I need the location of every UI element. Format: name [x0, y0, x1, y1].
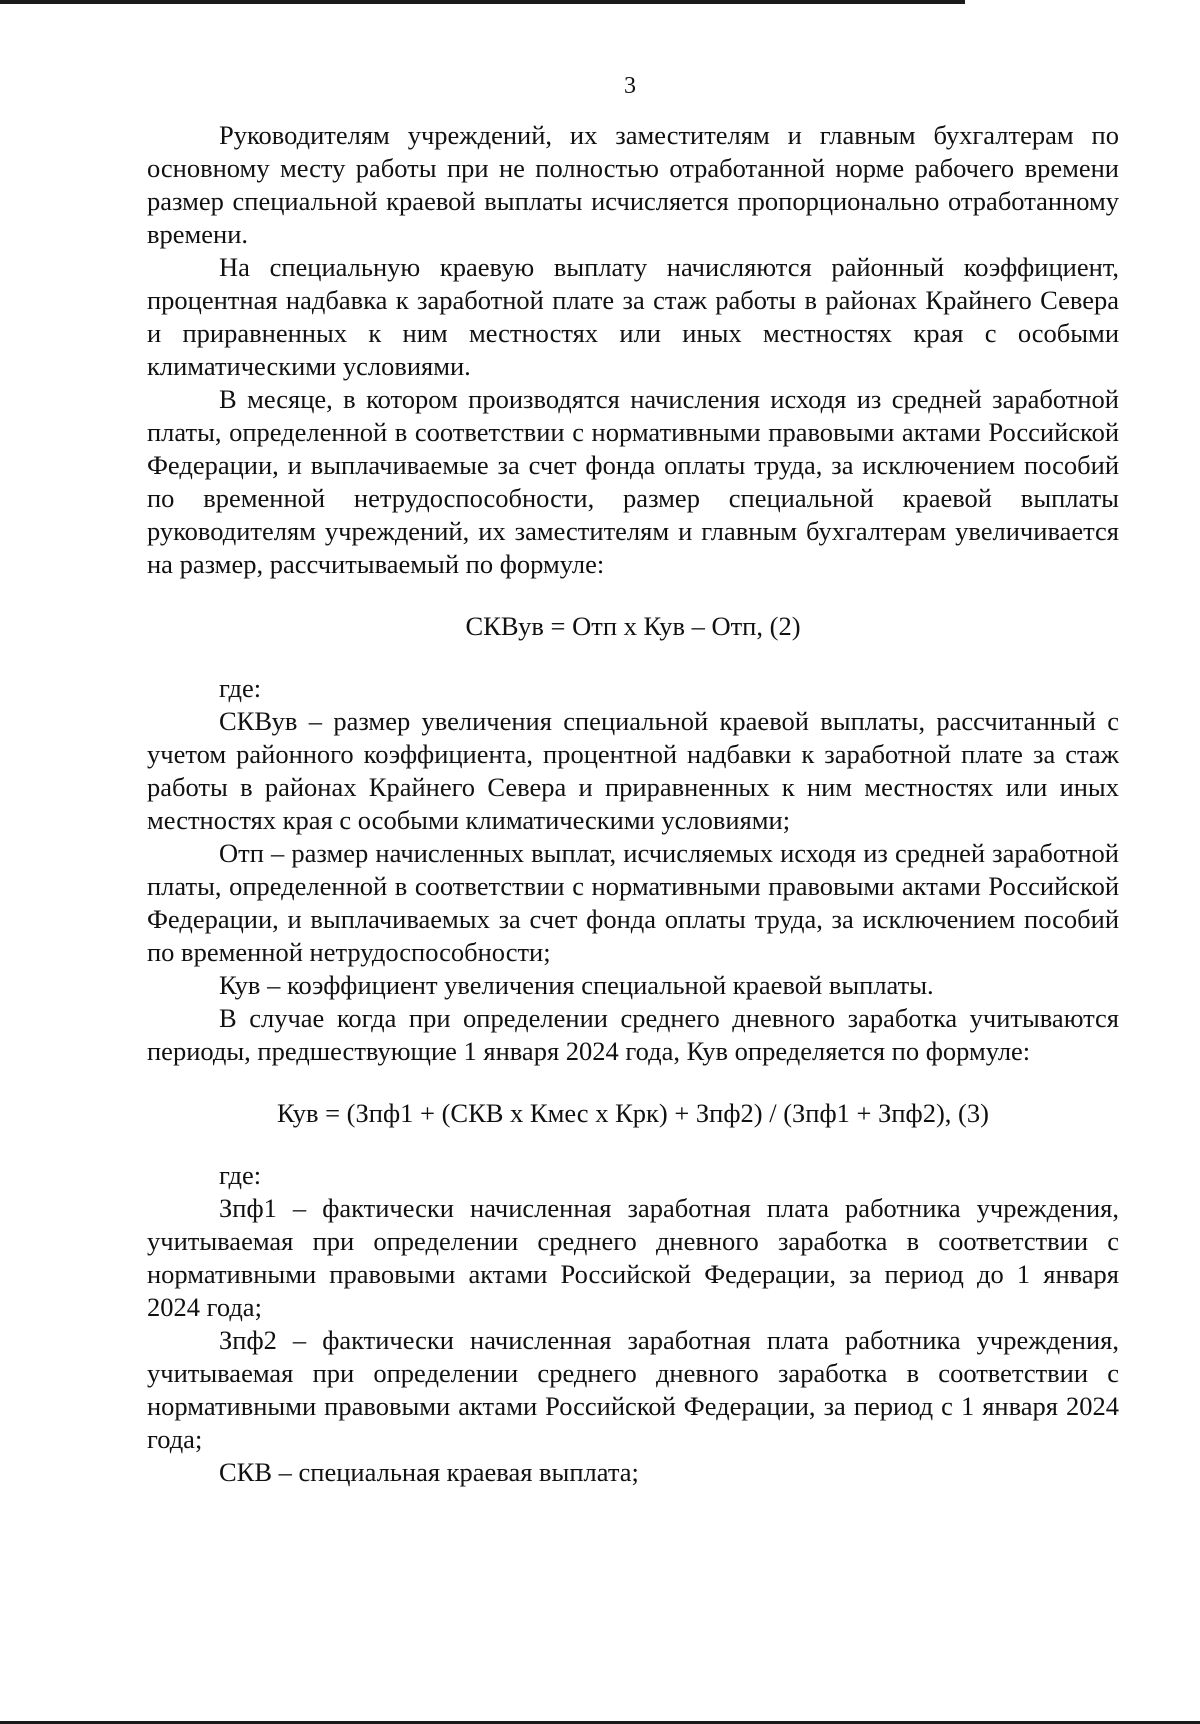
where-label-formula-2: где:: [219, 673, 262, 703]
where-label-formula-3: где:: [219, 1160, 262, 1190]
formula-3: Кув = (Зпф1 + (СКВ х Кмес х Крк) + Зпф2) / (Зпф1 + Зпф2), (3): [277, 1098, 989, 1128]
definition-zpf2: Зпф2 – фактически начисленная заработная плата работника учреждения, учитываемая при определении среднего дневного заработка в соответствии с нормативными правовыми актами Российской Федерации, за период с 1 января 2024 года;: [147, 1325, 1119, 1454]
paragraph-regional-coefficient: На специальную краевую выплату начисляются районный коэффициент, процентная надбавка к заработной плате за стаж работы в районах Крайнего Севера и приравненных к ним местностях или иных местностях края с особыми климатическими условиями.: [147, 252, 1119, 381]
formula-2: СКВув = Отп х Кув – Отп, (2): [465, 611, 801, 641]
definition-skv: СКВ – специальная краевая выплата;: [219, 1457, 639, 1487]
paragraph-kuv-periods-before-2024: В случае когда при определении среднего дневного заработка учитываются периоды, предшествующие 1 января 2024 года, Кув определяется по формуле:: [147, 1003, 1119, 1066]
definition-skvuv: СКВув – размер увеличения специальной краевой выплаты, рассчитанный с учетом районного коэффициента, процентной надбавки к заработной плате за стаж работы в районах Крайнего Севера и приравненных к ним местностях или иных местностях края с особыми климатическими условиями;: [147, 706, 1119, 835]
definition-zpf1: Зпф1 – фактически начисленная заработная плата работника учреждения, учитываемая при определении среднего дневного заработка в соответствии с нормативными правовыми актами Российской Федерации, за период до 1 января 2024 года;: [147, 1193, 1119, 1322]
definition-kuv: Кув – коэффициент увеличения специальной краевой выплаты.: [219, 970, 934, 1000]
paragraph-average-salary-month: В месяце, в котором производятся начисления исходя из средней заработной платы, определенной в соответствии с нормативными правовыми актами Российской Федерации, и выплачиваемые за счет фонда оплаты труда, за исключением пособий по временной нетрудоспособности, размер специальной краевой выплаты руководителям учреждений, их заместителям и главным бухгалтерам увеличивается на размер, рассчитываемый по формуле:: [147, 384, 1119, 579]
definition-otp: Отп – размер начисленных выплат, исчисляемых исходя из средней заработной платы, определенной в соответствии с нормативными правовыми актами Российской Федерации, и выплачиваемых за счет фонда оплаты труда, за исключением пособий по временной нетрудоспособности;: [147, 838, 1119, 967]
page-number: 3: [624, 73, 636, 99]
scan-border-top: [0, 0, 965, 4]
paragraph-heads-part-time: Руководителям учреждений, их заместителям и главным бухгалтерам по основному месту работы при не полностью отработанной норме рабочего времени размер специальной краевой выплаты исчисляется пропорционально отработанному времени.: [147, 120, 1119, 249]
document-body: [147, 119, 1119, 1489]
